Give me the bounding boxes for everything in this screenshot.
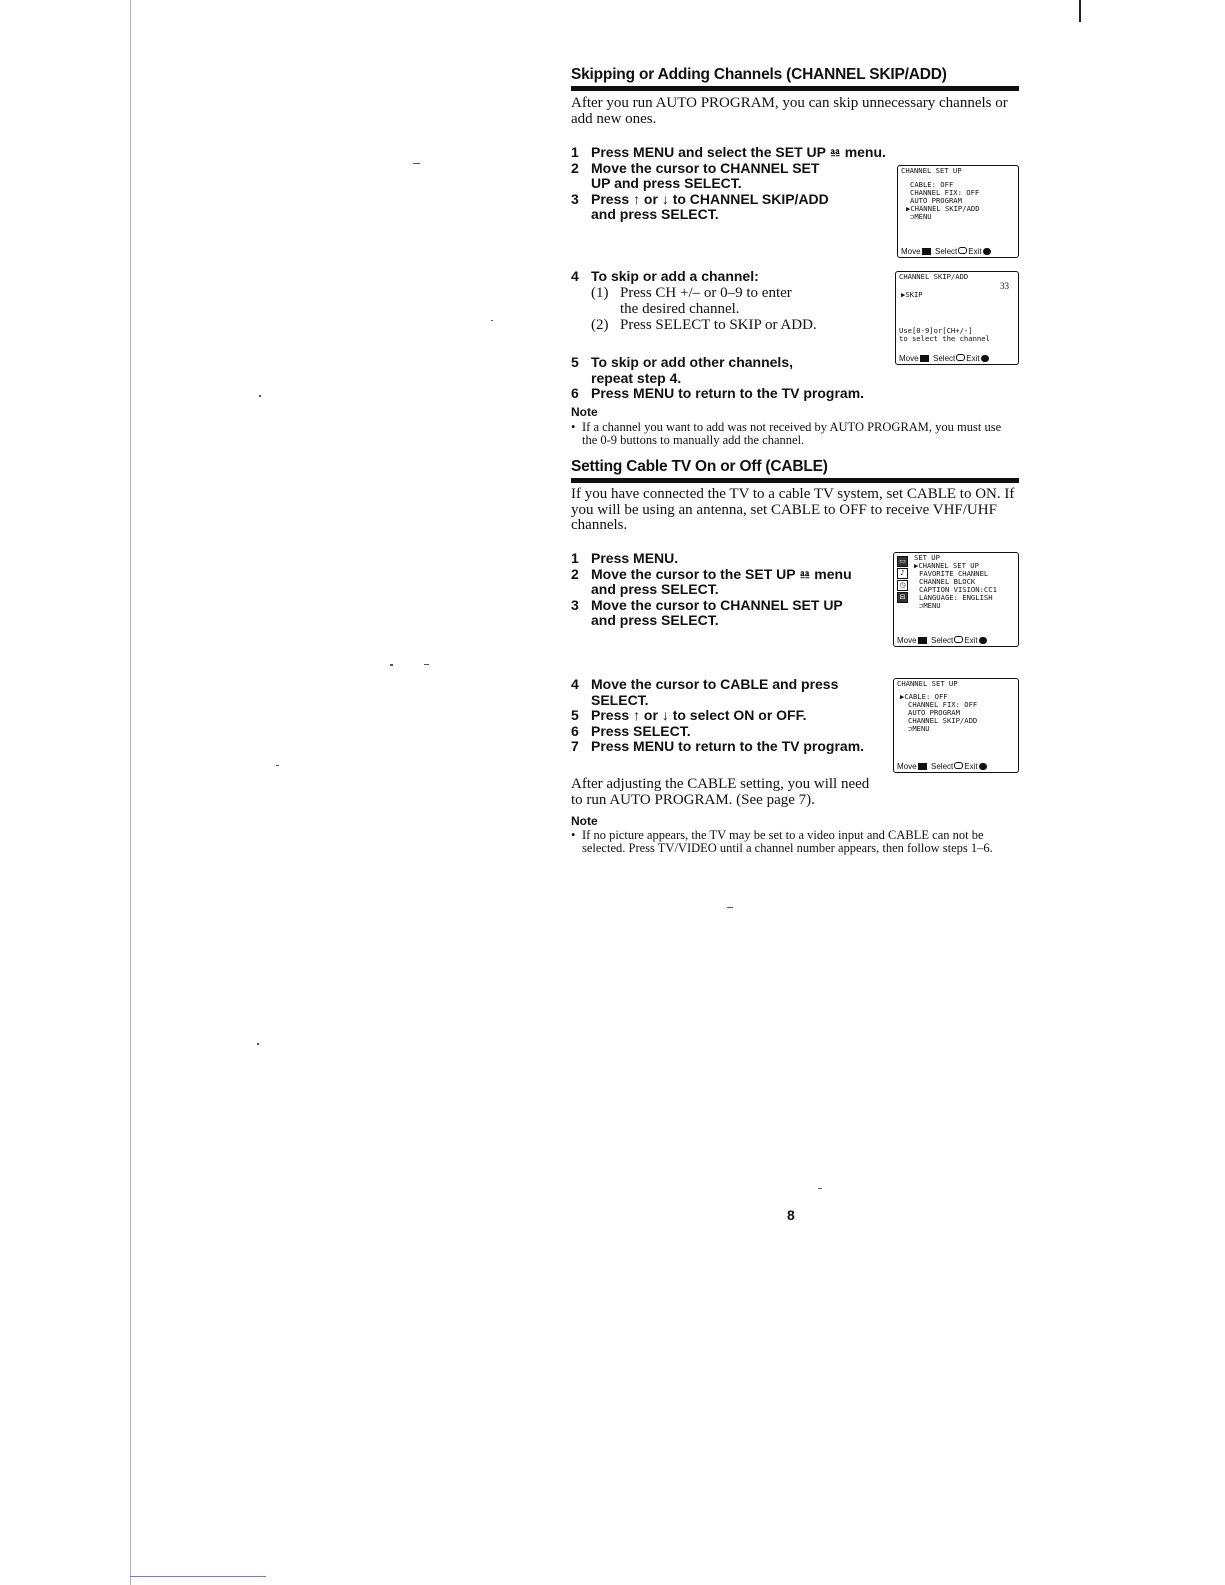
step-text: Press SELECT. xyxy=(591,722,691,739)
section1-note xyxy=(571,421,1011,447)
step-number: 1 xyxy=(571,550,579,566)
osd-line: ▶CHANNEL SKIP/ADD xyxy=(906,204,980,213)
osd-line: CAPTION VISION:CC1 xyxy=(919,585,997,594)
osd-line: CHANNEL BLOCK xyxy=(919,577,976,586)
step-number: 5 xyxy=(571,707,579,723)
osd-line: ▶CABLE: OFF xyxy=(900,692,948,701)
bullet-icon: • xyxy=(571,828,576,842)
substep-text: Press CH +/– or 0–9 to enter the desired channel. xyxy=(620,285,792,317)
step-6 xyxy=(571,386,881,402)
substep-number: (1) xyxy=(591,285,609,301)
osd-skip-option: ▶SKIP xyxy=(901,290,923,299)
section2-heading: Setting Cable TV On or Off (CABLE) xyxy=(571,458,828,475)
step-4 xyxy=(571,677,881,708)
section2-steps-b xyxy=(571,677,881,755)
step-3 xyxy=(571,192,891,223)
exit-button-icon xyxy=(979,763,987,770)
scan-speck xyxy=(413,163,420,164)
osd-move-label: Move xyxy=(897,762,917,771)
joystick-icon xyxy=(918,637,927,644)
scan-speck xyxy=(259,395,261,397)
section2-rule xyxy=(571,478,1019,483)
osd-line: LANGUAGE: ENGLISH xyxy=(919,593,993,602)
scan-speck xyxy=(390,664,393,666)
osd-exit-label: Exit xyxy=(964,762,978,771)
osd-title: CHANNEL SKIP/ADD xyxy=(899,272,969,281)
section1-step-4 xyxy=(571,269,871,285)
step-number: 5 xyxy=(571,354,579,370)
select-circle-icon xyxy=(958,247,967,254)
page-number: 8 xyxy=(787,1207,795,1223)
section1-rule xyxy=(571,86,1019,91)
osd-select-label: Select xyxy=(931,762,954,771)
osd-channel-number: 33 xyxy=(1000,281,1009,291)
osd-exit-label: Exit xyxy=(966,354,980,363)
section2-note-label: Note xyxy=(571,814,598,828)
left-margin-line xyxy=(130,0,131,1585)
step-2 xyxy=(571,567,871,598)
section1-heading: Skipping or Adding Channels (CHANNEL SKIP/ADD) xyxy=(571,66,947,83)
step-text: Move the cursor to CABLE and press SELECT. xyxy=(591,676,839,708)
osd-line: CHANNEL SKIP/ADD xyxy=(908,716,978,725)
step-2 xyxy=(571,161,891,192)
select-circle-icon xyxy=(954,636,963,643)
osd-channel-setup-screen xyxy=(897,165,1019,258)
substeps xyxy=(591,286,831,334)
select-circle-icon xyxy=(956,354,965,361)
step-5 xyxy=(571,355,881,386)
joystick-icon xyxy=(922,248,931,255)
setup-icon: ⊟ xyxy=(897,592,908,603)
osd-footer xyxy=(897,762,1015,771)
section1-note-label: Note xyxy=(571,405,598,419)
step-number: 3 xyxy=(571,190,579,207)
step-number: 6 xyxy=(571,722,579,739)
joystick-icon xyxy=(918,763,927,770)
osd-line: ⊃MENU xyxy=(908,724,930,733)
step-number: 1 xyxy=(571,144,579,160)
step-number: 7 xyxy=(571,738,579,754)
osd-line: ▶CHANNEL SET UP xyxy=(914,561,979,570)
section2-note xyxy=(571,829,1011,855)
scan-speck xyxy=(424,664,429,665)
step-text: Press MENU and select the SET UP ⎂ menu. xyxy=(591,144,886,160)
osd-setup-menu-screen xyxy=(893,552,1019,647)
osd-move-label: Move xyxy=(897,636,917,645)
bullet-icon: • xyxy=(571,420,576,434)
osd-line: ⊃MENU xyxy=(919,601,941,610)
substep-1 xyxy=(591,286,831,317)
osd-line: ⊃MENU xyxy=(910,212,932,221)
step-text: Move the cursor to CHANNEL SET UP and press SELECT. xyxy=(591,596,843,628)
substep-text: Press SELECT to SKIP or ADD. xyxy=(620,317,817,333)
step-text: Press ↑ or ↓ to CHANNEL SKIP/ADD and press SELECT. xyxy=(591,190,829,222)
step-text: Press MENU to return to the TV program. xyxy=(591,385,865,401)
step-5 xyxy=(571,708,881,724)
osd-select-label: Select xyxy=(935,247,958,256)
step-number: 4 xyxy=(571,268,579,284)
osd-line: AUTO PROGRAM xyxy=(910,196,962,205)
step-1 xyxy=(571,551,871,567)
step-text: Press MENU. xyxy=(591,550,679,566)
osd-title: CHANNEL SET UP xyxy=(897,679,958,688)
step-7 xyxy=(571,739,881,755)
osd-line: CHANNEL FIX: OFF xyxy=(908,700,978,709)
osd-footer xyxy=(901,247,1015,256)
osd-line: AUTO PROGRAM xyxy=(908,708,960,717)
step-number: 6 xyxy=(571,385,579,401)
note-text: If no picture appears, the TV may be set to a video input and CABLE can not be selected. Press TV/VIDEO until a channel number appears, then follow steps 1–6. xyxy=(582,828,993,855)
bottom-edge-line xyxy=(130,1576,266,1577)
substep-2 xyxy=(591,318,831,334)
section1-steps-a xyxy=(571,145,891,223)
step-number: 2 xyxy=(571,159,579,176)
step-3 xyxy=(571,598,871,629)
step-text: Press ↑ or ↓ to select ON or OFF. xyxy=(591,707,807,723)
crop-mark xyxy=(1079,0,1081,22)
section1-steps-b xyxy=(571,355,881,402)
osd-channel-setup-cable-screen xyxy=(893,678,1019,773)
select-circle-icon xyxy=(954,762,963,769)
step-text: To skip or add a channel: xyxy=(591,268,759,284)
joystick-icon xyxy=(920,355,929,362)
osd-select-label: Select xyxy=(931,636,954,645)
scan-speck xyxy=(818,1188,822,1189)
osd-move-label: Move xyxy=(899,354,919,363)
osd-footer xyxy=(899,354,1015,363)
scan-speck xyxy=(727,907,733,908)
timer-icon: ◷ xyxy=(897,580,908,591)
osd-line: FAVORITE CHANNEL xyxy=(919,569,989,578)
exit-button-icon xyxy=(981,355,989,362)
osd-move-label: Move xyxy=(901,247,921,256)
osd-exit-label: Exit xyxy=(968,247,982,256)
osd-hint: Use[0-9]or[CH+/-] xyxy=(899,326,973,335)
osd-exit-label: Exit xyxy=(964,636,978,645)
music-note-icon: ♪ xyxy=(897,568,908,579)
step-1 xyxy=(571,145,891,161)
exit-button-icon xyxy=(979,637,987,644)
osd-title: CHANNEL SET UP xyxy=(901,166,962,175)
step-text: Move the cursor to CHANNEL SET UP and press SELECT. xyxy=(591,159,820,191)
scan-speck xyxy=(491,320,493,321)
scan-speck xyxy=(257,1043,259,1045)
osd-icon-column xyxy=(897,556,908,604)
osd-title: SET UP xyxy=(914,553,940,562)
osd-footer xyxy=(897,636,1015,645)
step-number: 4 xyxy=(571,676,579,692)
step-number: 3 xyxy=(571,596,579,613)
osd-channel-skip-add-screen xyxy=(895,271,1019,365)
tv-icon: ▭ xyxy=(897,556,908,567)
section2-intro: If you have connected the TV to a cable TV system, set CABLE to ON. If you will be using an antenna, set CABLE to OFF to receive VHF/UHF channels. xyxy=(571,486,1015,533)
scan-speck xyxy=(276,765,279,766)
step-text: To skip or add other channels, repeat step 4. xyxy=(591,354,793,386)
step-text: Press MENU to return to the TV program. xyxy=(591,738,865,754)
section2-steps-a xyxy=(571,551,871,629)
osd-line: CHANNEL FIX: OFF xyxy=(910,188,980,197)
section1-intro: After you run AUTO PROGRAM, you can skip unnecessary channels or add new ones. xyxy=(571,95,1008,127)
step-6 xyxy=(571,724,881,740)
osd-line: CABLE: OFF xyxy=(910,180,954,189)
step-number: 2 xyxy=(571,565,579,582)
note-text: If a channel you want to add was not received by AUTO PROGRAM, you must use the 0-9 buttons to manually add the channel. xyxy=(582,420,1002,447)
exit-button-icon xyxy=(983,248,991,255)
substep-number: (2) xyxy=(591,317,609,333)
osd-select-label: Select xyxy=(933,354,956,363)
osd-hint: to select the channel xyxy=(899,334,990,343)
section2-after-text: After adjusting the CABLE setting, you will need to run AUTO PROGRAM. (See page 7). xyxy=(571,776,870,808)
step-text: Move the cursor to the SET UP ⎂ menu and press SELECT. xyxy=(591,565,852,597)
